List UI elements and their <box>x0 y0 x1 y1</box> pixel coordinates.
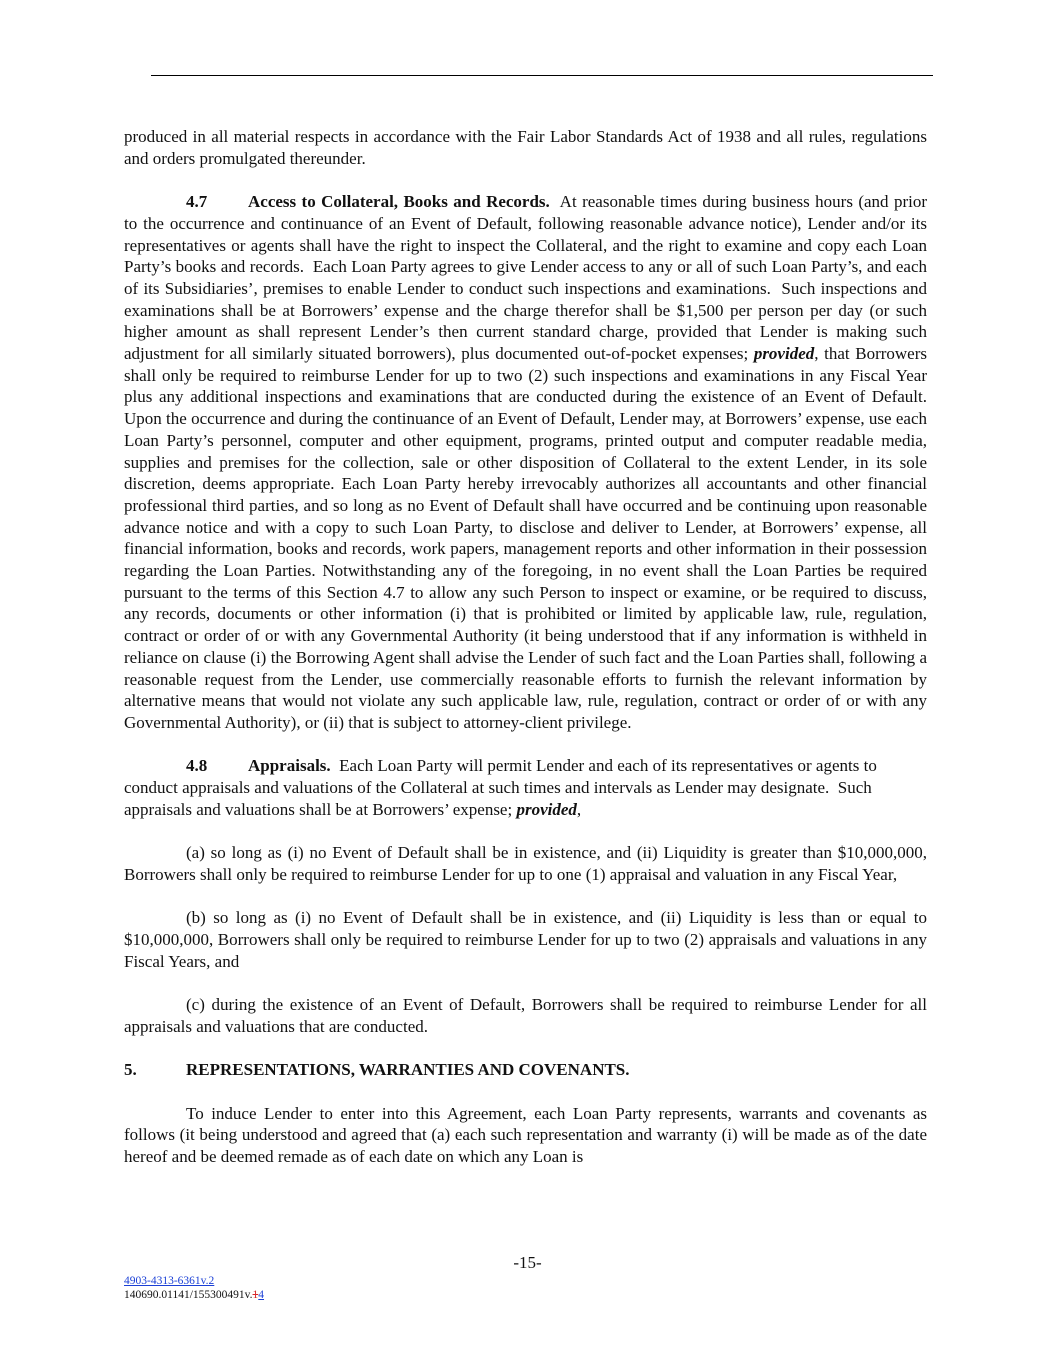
document-id-new[interactable]: 4903-4313-6361v.2 <box>124 1275 215 1287</box>
section-4-8-text-b: , <box>576 799 582 819</box>
section-5-heading <box>124 1059 927 1081</box>
section-4-8-text-a: Each Loan Party will permit Lender and each of its representatives or agents to conduct appraisals and valuations of the Collateral at such times and intervals as Lender may designate. Such appraisals and valuations shall be at Borrowers’ expense; <box>124 756 882 819</box>
section-5-title: REPRESENTATIONS, WARRANTIES AND COVENANTS. <box>186 1060 630 1080</box>
clause-b: (b) so long as (i) no Event of Default shall be in existence, and (ii) Liquidity is less than or equal to $10,000,000, Borrowers shall only be required to reimburse Lender for up to two (2) appraisals and valuations in any Fiscal Years, and <box>124 908 927 971</box>
section-4-7-title: Access to Collateral, Books and Records. <box>248 192 550 212</box>
clause-a: (a) so long as (i) no Event of Default shall be in existence, and (ii) Liquidity is greater than $10,000,000, Borrowers shall only be required to reimburse Lender for up to one (1) appraisal and valuation in any Fiscal Year, <box>124 843 927 884</box>
section-4-8-number: 4.8 <box>186 756 208 776</box>
section-5-number: 5. <box>124 1060 137 1080</box>
section-4-7-provided: provided <box>753 344 815 364</box>
document-id-old-prefix: 140690.01141/155300491v. <box>124 1289 253 1301</box>
section-4-7-text-b: , that Borrowers shall only be required to reimburse Lender for up to two (2) such inspections and examinations in any Fiscal Year plus any additional inspections and examinations that are conducted during the existence of an Event of Default. Upon the occurrence and during the continuance of an Event of Default, Lender may, at Borrowers’ expense, use each Loan Party’s personnel, computer and other equipment, programs, printed output and computer readable media, supplies and premises for the collection, sale or other disposition of Collateral to the extent Lender, in its sole discretion, deems appropriate. Each Loan Party hereby irrevocably authorizes all accountants and other financial professional third parties, and so long as no Event of Default shall have occurred and be continuing upon reasonable advance notice and with a copy to such Loan Party, to disclose and deliver to Lender, at Borrowers’ expense, all financial information, books and records, work papers, management reports and other information in their possession regarding the Loan Parties. Notwithstanding any of the foregoing, in no event shall the Loan Parties be required pursuant to the terms of this Section 4.7 to allow any such Person to inspect or examine, or be required to discuss, any records, documents or other information (i) that is prohibited or limited by applicable law, rule, regulation, contract or order of or with any Governmental Authority (it being understood that if any information is withheld in reliance on clause (i) the Borrowing Agent shall advise the Lender of such fact and the Loan Parties shall, following a reasonable request from the Lender, use commercially reasonable efforts to furnish the relevant information by alternative means that would not violate any such applicable law, rule, regulation, contract or order of or with any Governmental Authority), or (ii) that is subject to attorney-client privilege. <box>124 344 927 732</box>
version-inserted: 4 <box>258 1289 265 1301</box>
clause-c: (c) during the existence of an Event of Default, Borrowers shall be required to reimburse Lender for all appraisals and valuations that are conducted. <box>124 995 927 1036</box>
section-4-7-paragraph <box>124 191 932 734</box>
section-4-8-paragraph <box>124 755 927 820</box>
document-id-footer <box>124 1274 264 1302</box>
section-4-8-title: Appraisals. <box>248 756 331 776</box>
section-4-7-text-a: At reasonable times during business hours (and prior to the occurrence and continuance of an Event of Default, following reasonable advance notice), Lender and/or its representatives or agents shall have the right to inspect the Collateral, and the right to examine and copy each Loan Party’s books and records. Each Loan Party agrees to give Lender access to any or all of such Loan Party’s, and each of its Subsidiaries’, premises to enable Lender to conduct such inspections and examinations. Such inspections and examinations shall be at Borrowers’ expense and the charge therefor shall be $1,500 per person per day (or such higher amount as shall represent Lender’s then current standard charge, provided that Lender is making such adjustment for all similarly situated borrowers), plus documented out-of-pocket expenses; <box>124 192 932 364</box>
section-4-8-provided: provided <box>516 799 577 819</box>
section-4-7-number: 4.7 <box>186 192 208 212</box>
page-number: -15- <box>513 1253 542 1272</box>
section-5-intro: To induce Lender to enter into this Agreement, each Loan Party represents, warrants and covenants as follows (it being understood and agreed that (a) each such representation and warranty (i) will be made as of the date hereof and be deemed remade as of each date on which any Loan is <box>124 1103 927 1166</box>
continuation-paragraph: produced in all material respects in accordance with the Fair Labor Standards Act of 1938 and all rules, regulations and orders promulgated thereunder. <box>124 127 927 168</box>
header-rule <box>151 75 933 76</box>
version-deleted: 1 <box>252 1289 259 1301</box>
document-id-old <box>124 1288 264 1302</box>
document-body <box>124 126 932 1168</box>
